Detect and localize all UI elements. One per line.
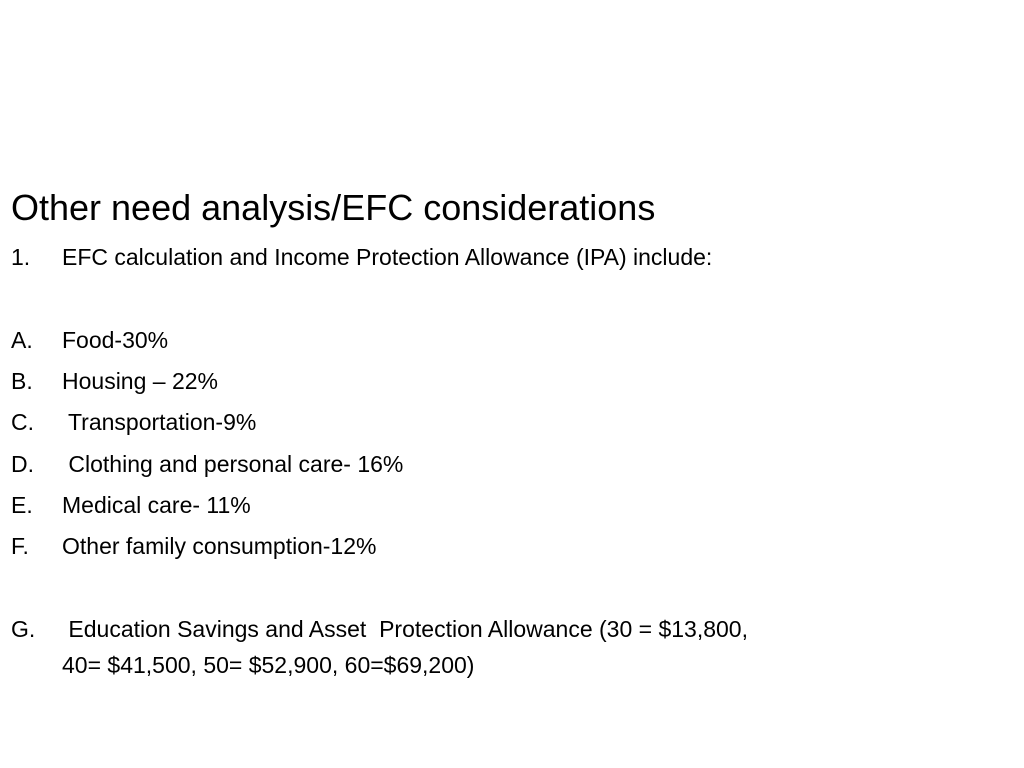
list-marker: A. (11, 327, 33, 353)
list-item-text: Medical care- 11% (62, 492, 251, 518)
slide-title: Other need analysis/EFC considerations (11, 187, 656, 228)
list-marker: D. (11, 451, 34, 477)
list-item-text-line-2: 40= $41,500, 50= $52,900, 60=$69,200) (62, 652, 475, 678)
list-item-text: Transportation-9% (62, 409, 257, 435)
list-item-text-line-1: Education Savings and Asset Protection Allowance (30 = $13,800, (62, 616, 748, 642)
list-item-text: Other family consumption-12% (62, 533, 377, 559)
list-marker: F. (11, 533, 29, 559)
list-marker: E. (11, 492, 33, 518)
list-item-text: Clothing and personal care- 16% (62, 451, 404, 477)
list-marker: 1. (11, 244, 31, 270)
list-item-text: Food-30% (62, 327, 169, 353)
list-item-text: Housing – 22% (62, 368, 218, 394)
list-marker: C. (11, 409, 34, 435)
list-marker: B. (11, 368, 33, 394)
list-item-text: EFC calculation and Income Protection Allowance (IPA) include: (62, 244, 713, 270)
list-marker: G. (11, 616, 36, 642)
